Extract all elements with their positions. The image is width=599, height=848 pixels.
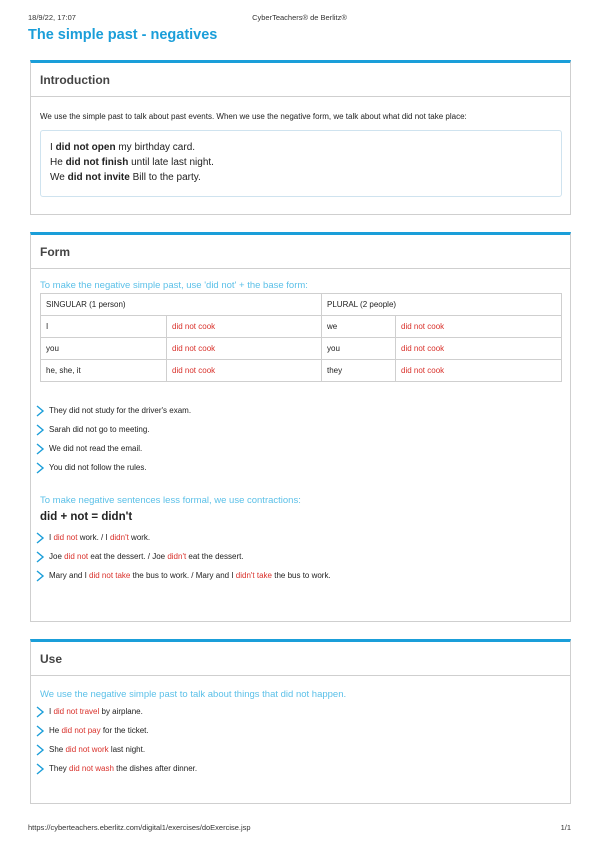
- table-cell: did not cook: [167, 316, 322, 338]
- use-examples-list: [35, 706, 197, 782]
- introduction-heading: Introduction: [31, 63, 570, 97]
- table-cell: he, she, it: [41, 360, 167, 382]
- chevron-right-icon: [35, 763, 45, 775]
- chevron-right-icon: [35, 405, 45, 417]
- table-cell: I: [41, 316, 167, 338]
- list-item: I did not work. / I didn't work.: [35, 532, 331, 551]
- table-cell: did not cook: [167, 338, 322, 360]
- table-cell: did not cook: [396, 316, 562, 338]
- list-item: We did not read the email.: [35, 443, 191, 462]
- table-cell: they: [322, 360, 396, 382]
- chevron-right-icon: [35, 706, 45, 718]
- contractions-list: [35, 532, 331, 589]
- introduction-card: [30, 60, 571, 215]
- introduction-text: We use the simple past to talk about past events. When we use the negative form, we talk about what did not take place:: [40, 112, 467, 121]
- example-box: [40, 130, 562, 197]
- table-row: [41, 316, 562, 338]
- table-cell: did not cook: [396, 360, 562, 382]
- list-item: They did not study for the driver's exam.: [35, 405, 191, 424]
- contractions-hint: To make negative sentences less formal, we use contractions:: [40, 495, 301, 506]
- chevron-right-icon: [35, 462, 45, 474]
- use-hint: We use the negative simple past to talk about things that did not happen.: [40, 689, 347, 700]
- chevron-right-icon: [35, 551, 45, 563]
- print-url: https://cyberteachers.eberlitz.com/digital1/exercises/doExercise.jsp: [28, 823, 251, 832]
- list-item: I did not travel by airplane.: [35, 706, 197, 725]
- list-item: They did not wash the dishes after dinner.: [35, 763, 197, 782]
- use-card: [30, 639, 571, 804]
- example-line: I did not open my birthday card.: [50, 142, 196, 153]
- page-title: The simple past - negatives: [28, 27, 218, 43]
- table-header-singular: SINGULAR (1 person): [41, 294, 322, 316]
- table-cell: you: [322, 338, 396, 360]
- use-heading: Use: [31, 642, 570, 676]
- chevron-right-icon: [35, 570, 45, 582]
- form-card: [30, 232, 571, 622]
- form-heading: Form: [31, 235, 570, 269]
- print-header: [28, 13, 571, 25]
- print-timestamp: 18/9/22, 17:07: [28, 13, 76, 22]
- print-site-name: CyberTeachers® de Berlitz®: [252, 13, 347, 22]
- example-line: He did not finish until late last night.: [50, 157, 214, 168]
- contraction-formula: did + not = didn't: [40, 511, 133, 523]
- table-cell: did not cook: [167, 360, 322, 382]
- table-header-row: [41, 294, 562, 316]
- list-item: He did not pay for the ticket.: [35, 725, 197, 744]
- table-cell: we: [322, 316, 396, 338]
- list-item: She did not work last night.: [35, 744, 197, 763]
- chevron-right-icon: [35, 532, 45, 544]
- chevron-right-icon: [35, 725, 45, 737]
- chevron-right-icon: [35, 424, 45, 436]
- list-item: Joe did not eat the dessert. / Joe didn't eat the dessert.: [35, 551, 331, 570]
- table-cell: did not cook: [396, 338, 562, 360]
- form-examples-list: [35, 405, 191, 481]
- page-number: 1/1: [560, 823, 571, 832]
- list-item: Mary and I did not take the bus to work. / Mary and I didn't take the bus to work.: [35, 570, 331, 589]
- example-line: We did not invite Bill to the party.: [50, 172, 201, 183]
- table-cell: you: [41, 338, 167, 360]
- chevron-right-icon: [35, 443, 45, 455]
- table-row: [41, 360, 562, 382]
- list-item: Sarah did not go to meeting.: [35, 424, 191, 443]
- chevron-right-icon: [35, 744, 45, 756]
- table-header-plural: PLURAL (2 people): [322, 294, 562, 316]
- table-row: [41, 338, 562, 360]
- list-item: You did not follow the rules.: [35, 462, 191, 481]
- form-hint: To make the negative simple past, use 'did not' + the base form:: [40, 280, 308, 291]
- print-footer: [28, 823, 571, 835]
- conjugation-table: [40, 293, 562, 382]
